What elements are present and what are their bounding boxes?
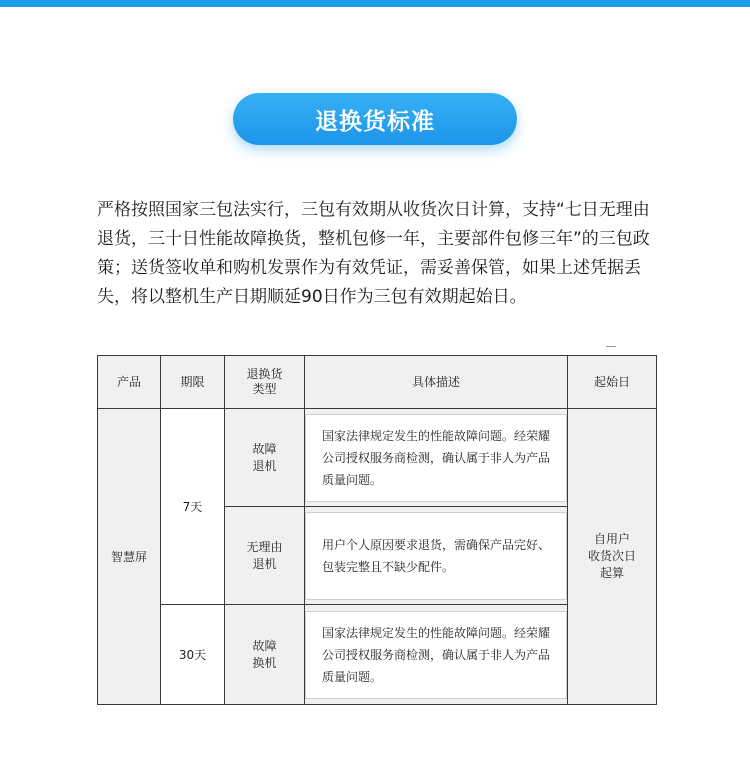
product-cell: 智慧屏 — [98, 409, 161, 705]
type-line1: 故障 — [252, 638, 277, 653]
policy-intro-text: 严格按照国家三包法实行，三包有效期从收货次日计算，支持“七日无理由退货，三十日性能故障换货，整机包修一年，主要部件包修三年”的三包政策；送货签收单和购机发票作为有效凭证，需妥善保管，如果上述凭据丢失，将以整机生产日期顺延90日作为三包有效期起始日。 — [97, 200, 650, 307]
type-cell — [225, 605, 305, 705]
header-start-date: 起始日 — [568, 356, 657, 409]
type-cell — [225, 507, 305, 605]
type-line1: 无理由 — [246, 539, 283, 554]
description-text: 国家法律规定发生的性能故障问题。经荣耀公司授权服务商检测，确认属于非人为产品质量问题。 — [305, 611, 567, 699]
description-text: 用户个人原因要求退货，需确保产品完好、包装完整且不缺少配件。 — [305, 512, 567, 600]
description-cell — [305, 605, 568, 705]
header-type-line1: 退换货 — [246, 367, 283, 381]
header-period: 期限 — [161, 356, 225, 409]
description-cell — [305, 507, 568, 605]
section-title: 退换货标准 — [233, 93, 517, 145]
start-line1: 自用户 — [593, 532, 630, 546]
header-type-line2: 类型 — [252, 382, 277, 396]
table-row — [98, 409, 657, 507]
period-cell-7-days: 7天 — [161, 409, 225, 605]
start-date-cell — [568, 409, 657, 705]
description-text: 国家法律规定发生的性能故障问题。经荣耀公司授权服务商检测，确认属于非人为产品质量问题。 — [305, 414, 567, 502]
start-line3: 起算 — [599, 566, 624, 580]
header-description: 具体描述 — [305, 356, 568, 409]
return-policy-table — [97, 355, 657, 705]
top-accent-bar — [0, 0, 750, 7]
type-cell — [225, 409, 305, 507]
description-cell — [305, 409, 568, 507]
type-line2: 退机 — [252, 556, 277, 571]
divider-mark — [606, 346, 616, 347]
type-line2: 退机 — [252, 458, 277, 473]
table-header-row — [98, 356, 657, 409]
start-line2: 收货次日 — [587, 549, 636, 563]
header-product: 产品 — [98, 356, 161, 409]
header-type — [225, 356, 305, 409]
type-line1: 故障 — [252, 441, 277, 456]
type-line2: 换机 — [252, 655, 277, 670]
period-cell-30-days: 30天 — [161, 605, 225, 705]
